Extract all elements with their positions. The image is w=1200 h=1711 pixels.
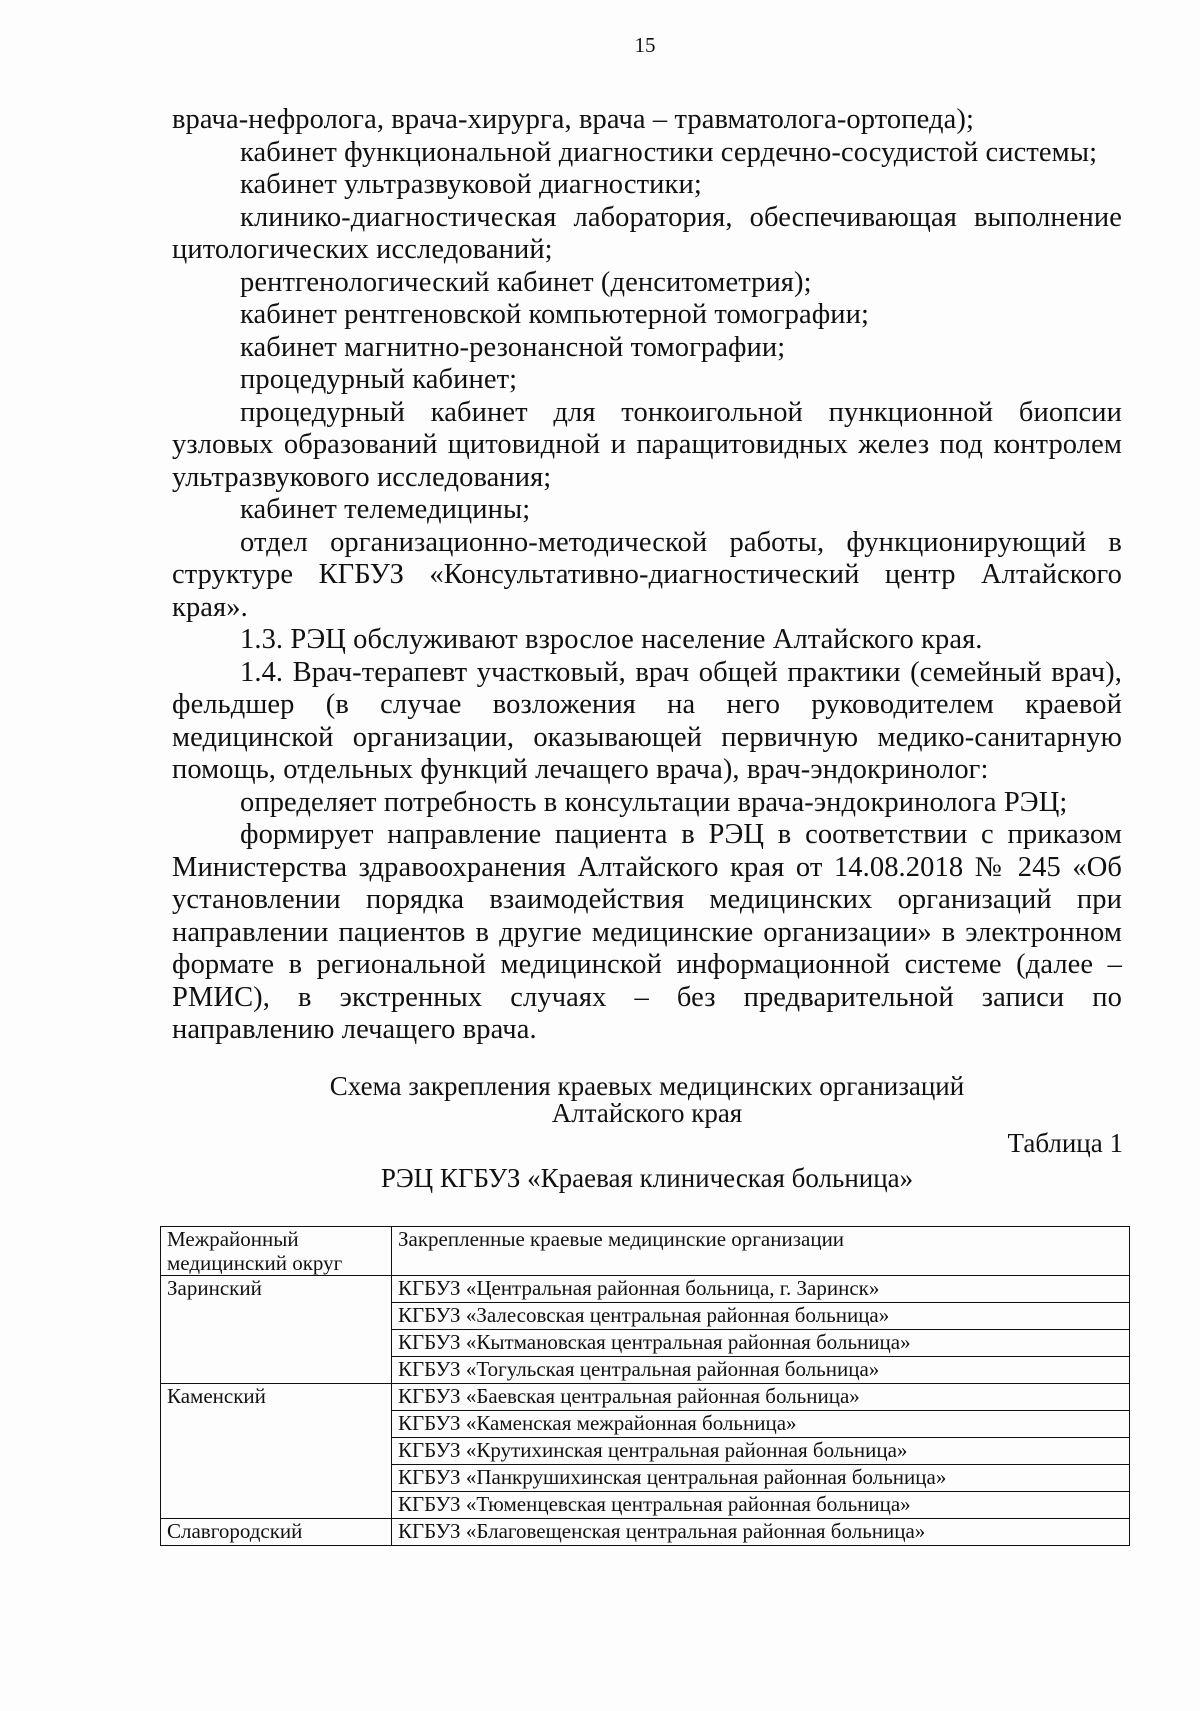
table-body <box>161 1276 1130 1546</box>
paragraph: процедурный кабинет для тонкоигольной пункционной биопсии узловых образований щитовидной и паращитовидных желез под контролем ультразвукового исследования; <box>172 396 1122 493</box>
table-row <box>161 1276 1130 1303</box>
scheme-heading-line-2: Алтайского края <box>551 1098 743 1128</box>
paragraph: отдел организационно-методической работы, функционирующий в структуре КГБУЗ «Консультативно-диагностический центр Алтайского края». <box>172 526 1122 623</box>
paragraph: 1.3. РЭЦ обслуживают взрослое население Алтайского края. <box>240 624 983 655</box>
header-district: Межрайонный медицинский округ <box>161 1227 392 1276</box>
organization-cell: КГБУЗ «Крутихинская центральная районная больница» <box>392 1438 1130 1465</box>
body-text <box>172 104 1122 1047</box>
table-row <box>161 1519 1130 1546</box>
paragraph: рентгенологический кабинет (денситометрия); <box>240 266 812 298</box>
organization-cell: КГБУЗ «Кытмановская центральная районная больница» <box>392 1330 1130 1357</box>
district-cell: Заринский <box>161 1276 392 1384</box>
organization-cell: КГБУЗ «Баевская центральная районная больница» <box>392 1384 1130 1411</box>
district-cell: Каменский <box>161 1384 392 1519</box>
district-cell: Славгородский <box>161 1519 392 1546</box>
paragraph: процедурный кабинет; <box>240 364 518 395</box>
organization-cell: КГБУЗ «Тогульская центральная районная больница» <box>392 1357 1130 1384</box>
paragraph: врача-нефролога, врача-хирурга, врача – травматолога-ортопеда); <box>172 104 974 135</box>
table-header-row <box>161 1227 1130 1276</box>
paragraph: определяет потребность в консультации врача-эндокринолога РЭЦ; <box>240 786 1068 818</box>
organization-cell: КГБУЗ «Благовещенская центральная районная больница» <box>392 1519 1130 1546</box>
organization-cell: КГБУЗ «Каменская межрайонная больница» <box>392 1411 1130 1438</box>
paragraph: кабинет функциональной диагностики сердечно-сосудистой системы; <box>240 136 1098 168</box>
organization-cell: КГБУЗ «Центральная районная больница, г. Заринск» <box>392 1276 1130 1303</box>
paragraph: формирует направление пациента в РЭЦ в соответствии с приказом Министерства здравоохранения Алтайского края от 14.08.2018 № 245 «Об установлении порядка взаимодействия медицинских организаций при направлении пациентов в другие медицинские организации» в электронном формате в региональной медицинской информационной системе (далее – РМИС), в экстренных случаях – без предварительной записи по направлению лечащего врача. <box>172 819 1122 1045</box>
paragraph: кабинет рентгеновской компьютерной томографии; <box>240 299 870 330</box>
districts-table <box>160 1226 1130 1546</box>
paragraph: кабинет телемедицины; <box>240 494 531 525</box>
organization-cell: КГБУЗ «Тюменцевская центральная районная больница» <box>392 1492 1130 1519</box>
scheme-heading-line-1: Схема закрепления краевых медицинских организаций <box>329 1071 965 1101</box>
table-label: Таблица 1 <box>1007 1128 1123 1158</box>
organization-cell: КГБУЗ «Залесовская центральная районная больница» <box>392 1303 1130 1330</box>
organization-cell: КГБУЗ «Панкрушихинская центральная районная больница» <box>392 1465 1130 1492</box>
header-organizations: Закрепленные краевые медицинские организации <box>392 1227 1130 1276</box>
scheme-heading <box>172 1073 1122 1127</box>
paragraph: кабинет ультразвуковой диагностики; <box>240 169 702 200</box>
page-number: 15 <box>634 33 656 57</box>
paragraph: кабинет магнитно-резонансной томографии; <box>240 331 786 363</box>
paragraph: 1.4. Врач-терапевт участковый, врач общей практики (семейный врач), фельдшер (в случае возложения на него руководителем краевой медицинской организации, оказывающей первичную медико-санитарную помощь, отдельных функций лечащего врача), врач-эндокринолог: <box>172 656 1122 785</box>
table-row <box>161 1384 1130 1411</box>
table-title: РЭЦ КГБУЗ «Краевая клиническая больница» <box>380 1163 914 1193</box>
paragraph: клинико-диагностическая лаборатория, обеспечивающая выполнение цитологических исследований; <box>172 201 1122 265</box>
